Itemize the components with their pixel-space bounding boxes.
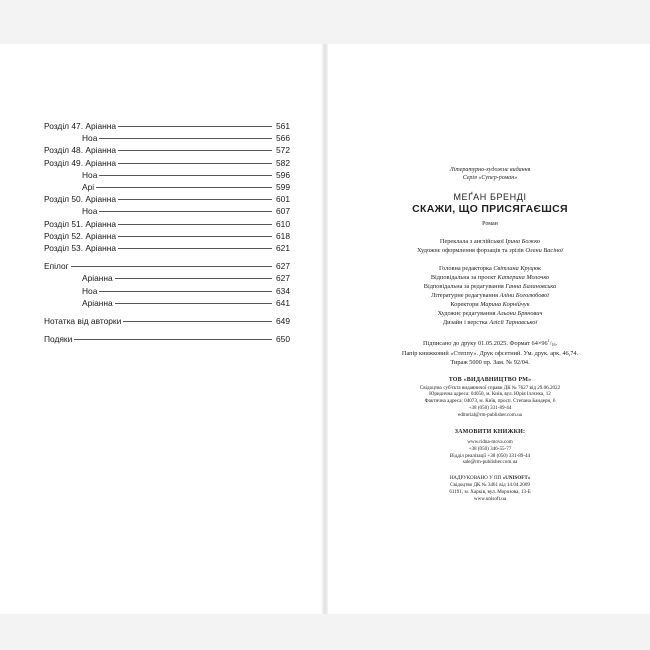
toc-entry xyxy=(44,315,290,327)
toc-entry-page: 601 xyxy=(276,194,290,205)
order-line: www.ridna-mova.com xyxy=(467,439,513,446)
book-title: СКАЖИ, ЩО ПРИСЯГАЄШСЯ xyxy=(412,202,568,215)
toc-entry-title: Аріанна xyxy=(82,273,113,284)
toc-leader-line xyxy=(118,224,272,225)
book-genre: Роман xyxy=(482,220,498,227)
staff-credit: Літературне редагування Аліни Боголюбової xyxy=(431,292,549,300)
toc-entry-page: 596 xyxy=(276,169,290,180)
order-line: +38 (050) 346-55-77 xyxy=(468,445,512,452)
print-spec-line: Підписано до друку 01.05.2025. Формат $64\times 96^1/_{16}$. xyxy=(422,338,558,348)
toc-entry-title: Епілог xyxy=(44,261,69,272)
toc-entry-title: Розділ 52. Аріанна xyxy=(44,230,117,241)
toc-entry-page: 641 xyxy=(276,297,290,308)
toc-entry-page: 599 xyxy=(276,182,290,193)
toc-leader-line xyxy=(99,211,272,212)
toc-entry-title: Розділ 48. Аріанна xyxy=(44,145,117,156)
toc-entry-title: Розділ 51. Аріанна xyxy=(44,218,117,229)
toc-entry-page: 582 xyxy=(276,157,290,168)
toc-entry-page: 627 xyxy=(276,273,290,284)
printer-info xyxy=(393,475,587,502)
publisher-name: ТОВ «ВИДАВНИЦТВО РМ» xyxy=(448,377,532,384)
toc-entry xyxy=(44,230,290,242)
toc-leader-line xyxy=(118,163,272,164)
toc-entry-page: 561 xyxy=(276,121,290,131)
staff-credit: Дизайн і верстка Алісії Тарнавської xyxy=(442,319,538,327)
toc-entry xyxy=(44,132,290,144)
toc-leader-line xyxy=(123,321,272,322)
staff-credits xyxy=(393,264,587,327)
print-spec-line: Папір книжковий «Степпу». Друк офсетний. Ум. друк. арк. 46,74. xyxy=(401,350,579,358)
order-line: Відділ реалізації +38 (050) 331-89-44 xyxy=(449,452,531,459)
toc-leader-line xyxy=(118,199,272,200)
toc-entry xyxy=(44,169,290,181)
toc-entry-page: 650 xyxy=(276,334,290,345)
printer-line: www.unisoft.ua xyxy=(473,495,507,502)
toc-entry xyxy=(44,181,290,193)
staff-credit: Коректори Марина Корнійчук xyxy=(450,301,530,309)
publisher-line: Фактична адреса: 04073, м. Київ, просп. Степана Бандери, 6 xyxy=(424,398,556,405)
publisher-line: +38 (050) 331-89-44 xyxy=(468,405,512,412)
table-of-contents xyxy=(44,120,290,345)
toc-entry-page: 621 xyxy=(276,243,290,254)
toc-leader-line xyxy=(115,278,272,279)
order-info xyxy=(393,428,587,467)
toc-leader-line xyxy=(115,303,272,304)
book-gutter xyxy=(322,44,328,614)
publisher-line: Свідоцтво суб'єкта видавничої справи ДК № 7627 від 29.06.2022 xyxy=(419,384,561,391)
toc-entry-title: Аріанна xyxy=(82,297,113,308)
toc-entry-page: 618 xyxy=(276,230,290,241)
toc-leader-line xyxy=(99,291,272,292)
print-spec-line: Тираж 5000 пр. Зам. № 92/04. xyxy=(450,359,530,367)
toc-entry xyxy=(44,120,290,132)
toc-entry xyxy=(44,193,290,205)
toc-entry xyxy=(44,205,290,217)
toc-entry-title: Розділ 49. Аріанна xyxy=(44,157,117,168)
toc-leader-line xyxy=(99,175,272,176)
toc-leader-line xyxy=(71,266,272,267)
toc-entry xyxy=(44,157,290,169)
toc-leader-line xyxy=(99,138,272,139)
order-title: ЗАМОВИТИ КНИЖКИ: xyxy=(454,428,526,435)
design-credit: Художнє оформлення форзаців та зрізів Олени Васіної xyxy=(417,247,563,255)
toc-entry-title: Ноа xyxy=(82,285,98,296)
toc-entry xyxy=(44,333,290,345)
publisher-line: Юридична адреса: 04050, м. Київ, вул. Юрія Іллєнка, 12 xyxy=(429,391,551,398)
order-line: sale@rm-publisher.com.ua xyxy=(462,459,518,466)
toc-entry-title: Подяки xyxy=(44,334,73,345)
toc-entry-title: Арі xyxy=(82,182,95,193)
toc-entry-page: 572 xyxy=(276,145,290,156)
toc-entry xyxy=(44,144,290,156)
colophon xyxy=(393,166,587,502)
toc-entry xyxy=(44,272,290,284)
toc-entry xyxy=(44,242,290,254)
toc-entry-title: Нотатка від авторки xyxy=(44,316,122,327)
toc-entry-page: 610 xyxy=(276,218,290,229)
toc-entry xyxy=(44,285,290,297)
toc-leader-line xyxy=(118,248,272,249)
toc-leader-line xyxy=(118,150,272,151)
book-author: МЕҐАН БРЕНДІ xyxy=(453,191,527,202)
toc-entry-title: Розділ 50. Аріанна xyxy=(44,194,117,205)
toc-entry-page: 649 xyxy=(276,316,290,327)
toc-leader-line xyxy=(118,236,272,237)
printer-name: НАДРУКОВАНО У ПП «UNISOFT» xyxy=(449,475,531,482)
toc-entry-title: Ноа xyxy=(82,206,98,217)
toc-entry-title: Ноа xyxy=(82,133,98,144)
publisher-info xyxy=(393,376,587,418)
toc-entry xyxy=(44,218,290,230)
toc-entry-title: Ноа xyxy=(82,169,98,180)
translation-credit: Переклала з англійської Ірина Божко xyxy=(439,238,541,246)
toc-entry-title: Розділ 53. Аріанна xyxy=(44,243,117,254)
series-name: Серія «Супер-роман» xyxy=(462,175,518,182)
toc-entry-page: 607 xyxy=(276,206,290,217)
toc-entry xyxy=(44,297,290,309)
staff-credit: Відповідальна за редагування Ганна Балановська xyxy=(423,283,557,291)
staff-credit: Відповідальна за проєкт Катерина Молочко xyxy=(430,274,550,282)
printer-line: Свідоцтво ДК № 3461 від 14.04.2009 xyxy=(450,482,530,488)
toc-leader-line xyxy=(96,187,272,188)
staff-credit: Художнє редагування Альони Брянович xyxy=(437,310,543,318)
toc-entry-page: 627 xyxy=(276,261,290,272)
toc-entry-title: Розділ 47. Аріанна xyxy=(44,121,117,131)
toc-entry-page: 634 xyxy=(276,285,290,296)
toc-entry xyxy=(44,260,290,272)
publisher-line: editorial@rm-publisher.com.ua xyxy=(458,411,522,418)
printer-line: 61191, м. Харків, вул. Морозова, 13-Б xyxy=(449,488,531,495)
toc-leader-line xyxy=(74,339,272,340)
toc-entry-page: 566 xyxy=(276,133,290,144)
toc-leader-line xyxy=(118,126,272,127)
staff-credit: Головна редакторка Світлана Круцюк xyxy=(439,265,541,273)
edition-kind: Літературно-художнє видання xyxy=(449,167,531,173)
print-specs xyxy=(393,336,587,367)
